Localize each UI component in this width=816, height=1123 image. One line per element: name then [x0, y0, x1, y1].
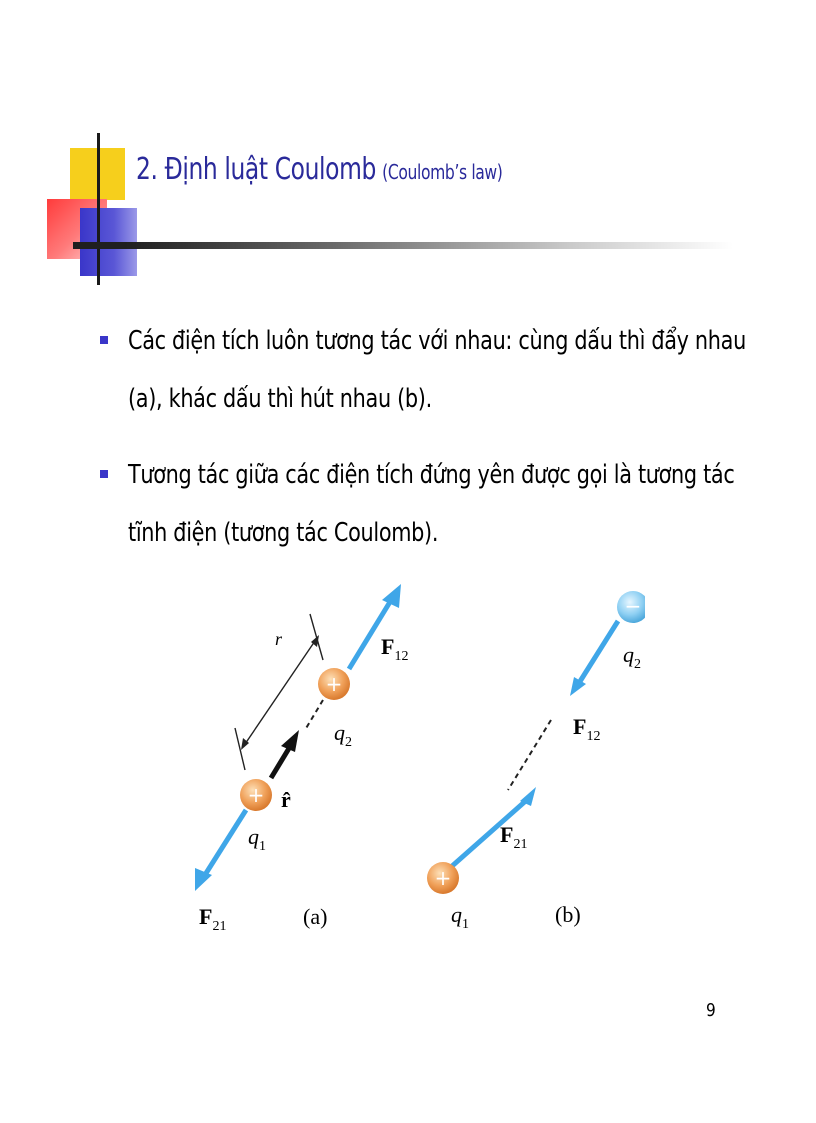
- page-number: 9: [706, 1000, 716, 1021]
- q2-label-b: $q_2$: [623, 642, 641, 672]
- title-main: 2. Định luật Coulomb: [136, 152, 376, 187]
- caption-b: (b): [555, 902, 581, 927]
- rhat-label: r̂: [281, 787, 291, 812]
- minus-sign: −: [624, 594, 642, 618]
- logo-vertical-line: [97, 133, 100, 285]
- q1-label-a: $q_1$: [248, 824, 266, 854]
- bullet-item: [100, 312, 780, 428]
- slide-title: [136, 152, 503, 187]
- bullet-item: [100, 446, 780, 562]
- f21-label-b: $F_{21}$: [500, 822, 528, 852]
- caption-a: (a): [303, 904, 328, 929]
- figure-background: [193, 580, 645, 944]
- f21-label-a: $F_{21}$: [199, 904, 227, 934]
- title-sub: (Coulomb’s law): [382, 160, 503, 184]
- bullet-list: [100, 312, 780, 580]
- bullet-text: Tương tác giữa các điện tích đứng yên được gọi là tương tác tĩnh điện (tương tác Coulomb).: [128, 460, 735, 548]
- square-bullet-icon: [100, 336, 108, 344]
- coulomb-diagram: [193, 580, 645, 944]
- f12-label-b: $F_{12}$: [573, 714, 601, 744]
- square-bullet-icon: [100, 470, 108, 478]
- f12-label-a: $F_{12}$: [381, 634, 409, 664]
- bullet-text: Các điện tích luôn tương tác với nhau: cùng dấu thì đẩy nhau (a), khác dấu thì hút nhau (b).: [128, 326, 746, 414]
- q1-label-b: $q_1$: [451, 902, 469, 932]
- plus-sign: +: [434, 866, 452, 890]
- coulomb-figure: [193, 580, 645, 944]
- title-underline-divider: [73, 242, 733, 249]
- plus-sign: +: [325, 672, 343, 696]
- q2-label-a: $q_2$: [334, 720, 352, 750]
- plus-sign: +: [247, 783, 265, 807]
- r-label: r: [275, 629, 283, 649]
